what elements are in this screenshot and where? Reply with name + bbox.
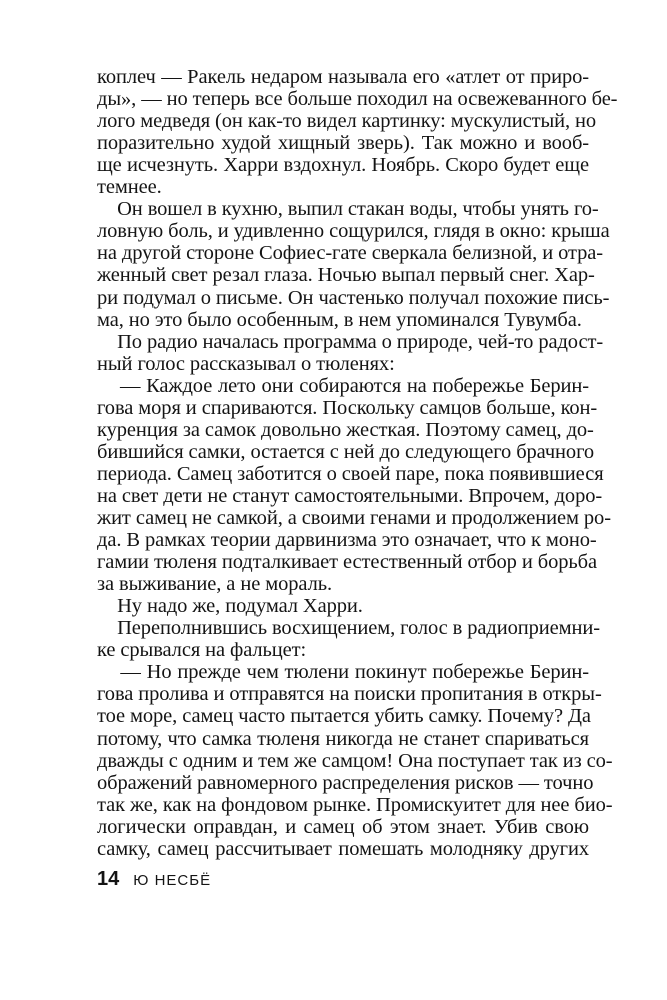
text-line: женный свет резал глаза. Ночью выпал первый снег. Хар- [97, 264, 595, 287]
text-line: за выживание, а не мораль. [97, 573, 332, 596]
text-line: — Но прежде чем тюлени покинут побережье Берин- [97, 661, 589, 684]
text-line: гова пролива и отправятся на поиски пропитания в откры- [97, 683, 602, 706]
page-footer [97, 868, 211, 898]
text-line: поразительно худой хищный зверь). Так можно и вооб- [97, 132, 589, 155]
text-line: — Каждое лето они собираются на побережье Берин- [97, 374, 589, 397]
text-line: периода. Самец заботится о своей паре, пока появившиеся [97, 462, 604, 485]
text-line: жит самец не самкой, а своими генами и продолжением ро- [97, 507, 611, 529]
page-number: 14 [97, 868, 120, 890]
text-line: логически оправдан, и самец об этом знает. Убив свою [97, 815, 589, 838]
text-line: Он вошел в кухню, выпил стакан воды, чтобы унять го- [97, 198, 599, 221]
text-line: ный голос рассказывал о тюленях: [97, 352, 395, 375]
text-line: на другой стороне Софиес-гате сверкала белизной, и отра- [97, 242, 603, 265]
text-line: Переполнившись восхищением, голос в радиоприемни- [97, 617, 601, 640]
text-line: так же, как на фондовом рынке. Промискуитет для нее био- [97, 793, 613, 816]
text-line: ще исчезнуть. Харри вздохнул. Ноябрь. Скоро будет еще [97, 154, 589, 177]
text-line: гамии тюленя подталкивает естественный отбор и борьба [97, 551, 597, 574]
text-line: ри подумал о письме. Он частенько получал похожие пись- [97, 286, 610, 309]
text-line: бившийся самки, остается с ней до следующего брачного [97, 440, 595, 463]
text-line: куренция за самок довольно жесткая. Поэтому самец, до- [97, 418, 594, 441]
text-line: потому, что самка тюленя никогда не станет спариваться [97, 727, 589, 750]
text-line: да. В рамках теории дарвинизма это означает, что к моно- [97, 529, 597, 552]
text-line: тое море, самец часто пытается убить самку. Почему? Да [97, 705, 591, 728]
text-line: самку, самец рассчитывает помешать молодняку других [97, 837, 589, 860]
running-author: Ю НЕСБЁ [133, 872, 212, 889]
text-line: на свет дети не станут самостоятельными. Впрочем, доро- [97, 484, 603, 507]
text-line: По радио началась программа о природе, чей-то радост- [97, 330, 604, 353]
text-line: лого медведя (он как-то видел картинку: мускулистый, но [97, 110, 597, 133]
text-line: темнее. [97, 176, 162, 199]
text-line: ображений равномерного распределения рисков — точно [97, 771, 594, 794]
text-line: коплеч — Ракель недаром называла его «атлет от приро- [97, 66, 589, 88]
text-line: ловную боль, и удивленно сощурился, глядя в окно: крыша [97, 220, 610, 243]
text-line: ке срывался на фальцет: [97, 639, 307, 662]
text-line: ды», — но теперь все больше походил на освежеванного бе- [97, 88, 618, 111]
text-line: дважды с одним и тем же самцом! Она поступает так из со- [97, 749, 613, 772]
text-line: Ну надо же, подумал Харри. [97, 595, 363, 618]
text-line: гова моря и спариваются. Поскольку самцов больше, кон- [97, 396, 598, 419]
text-line: ма, но это было особенным, в нем упоминался Тувумба. [97, 308, 582, 331]
